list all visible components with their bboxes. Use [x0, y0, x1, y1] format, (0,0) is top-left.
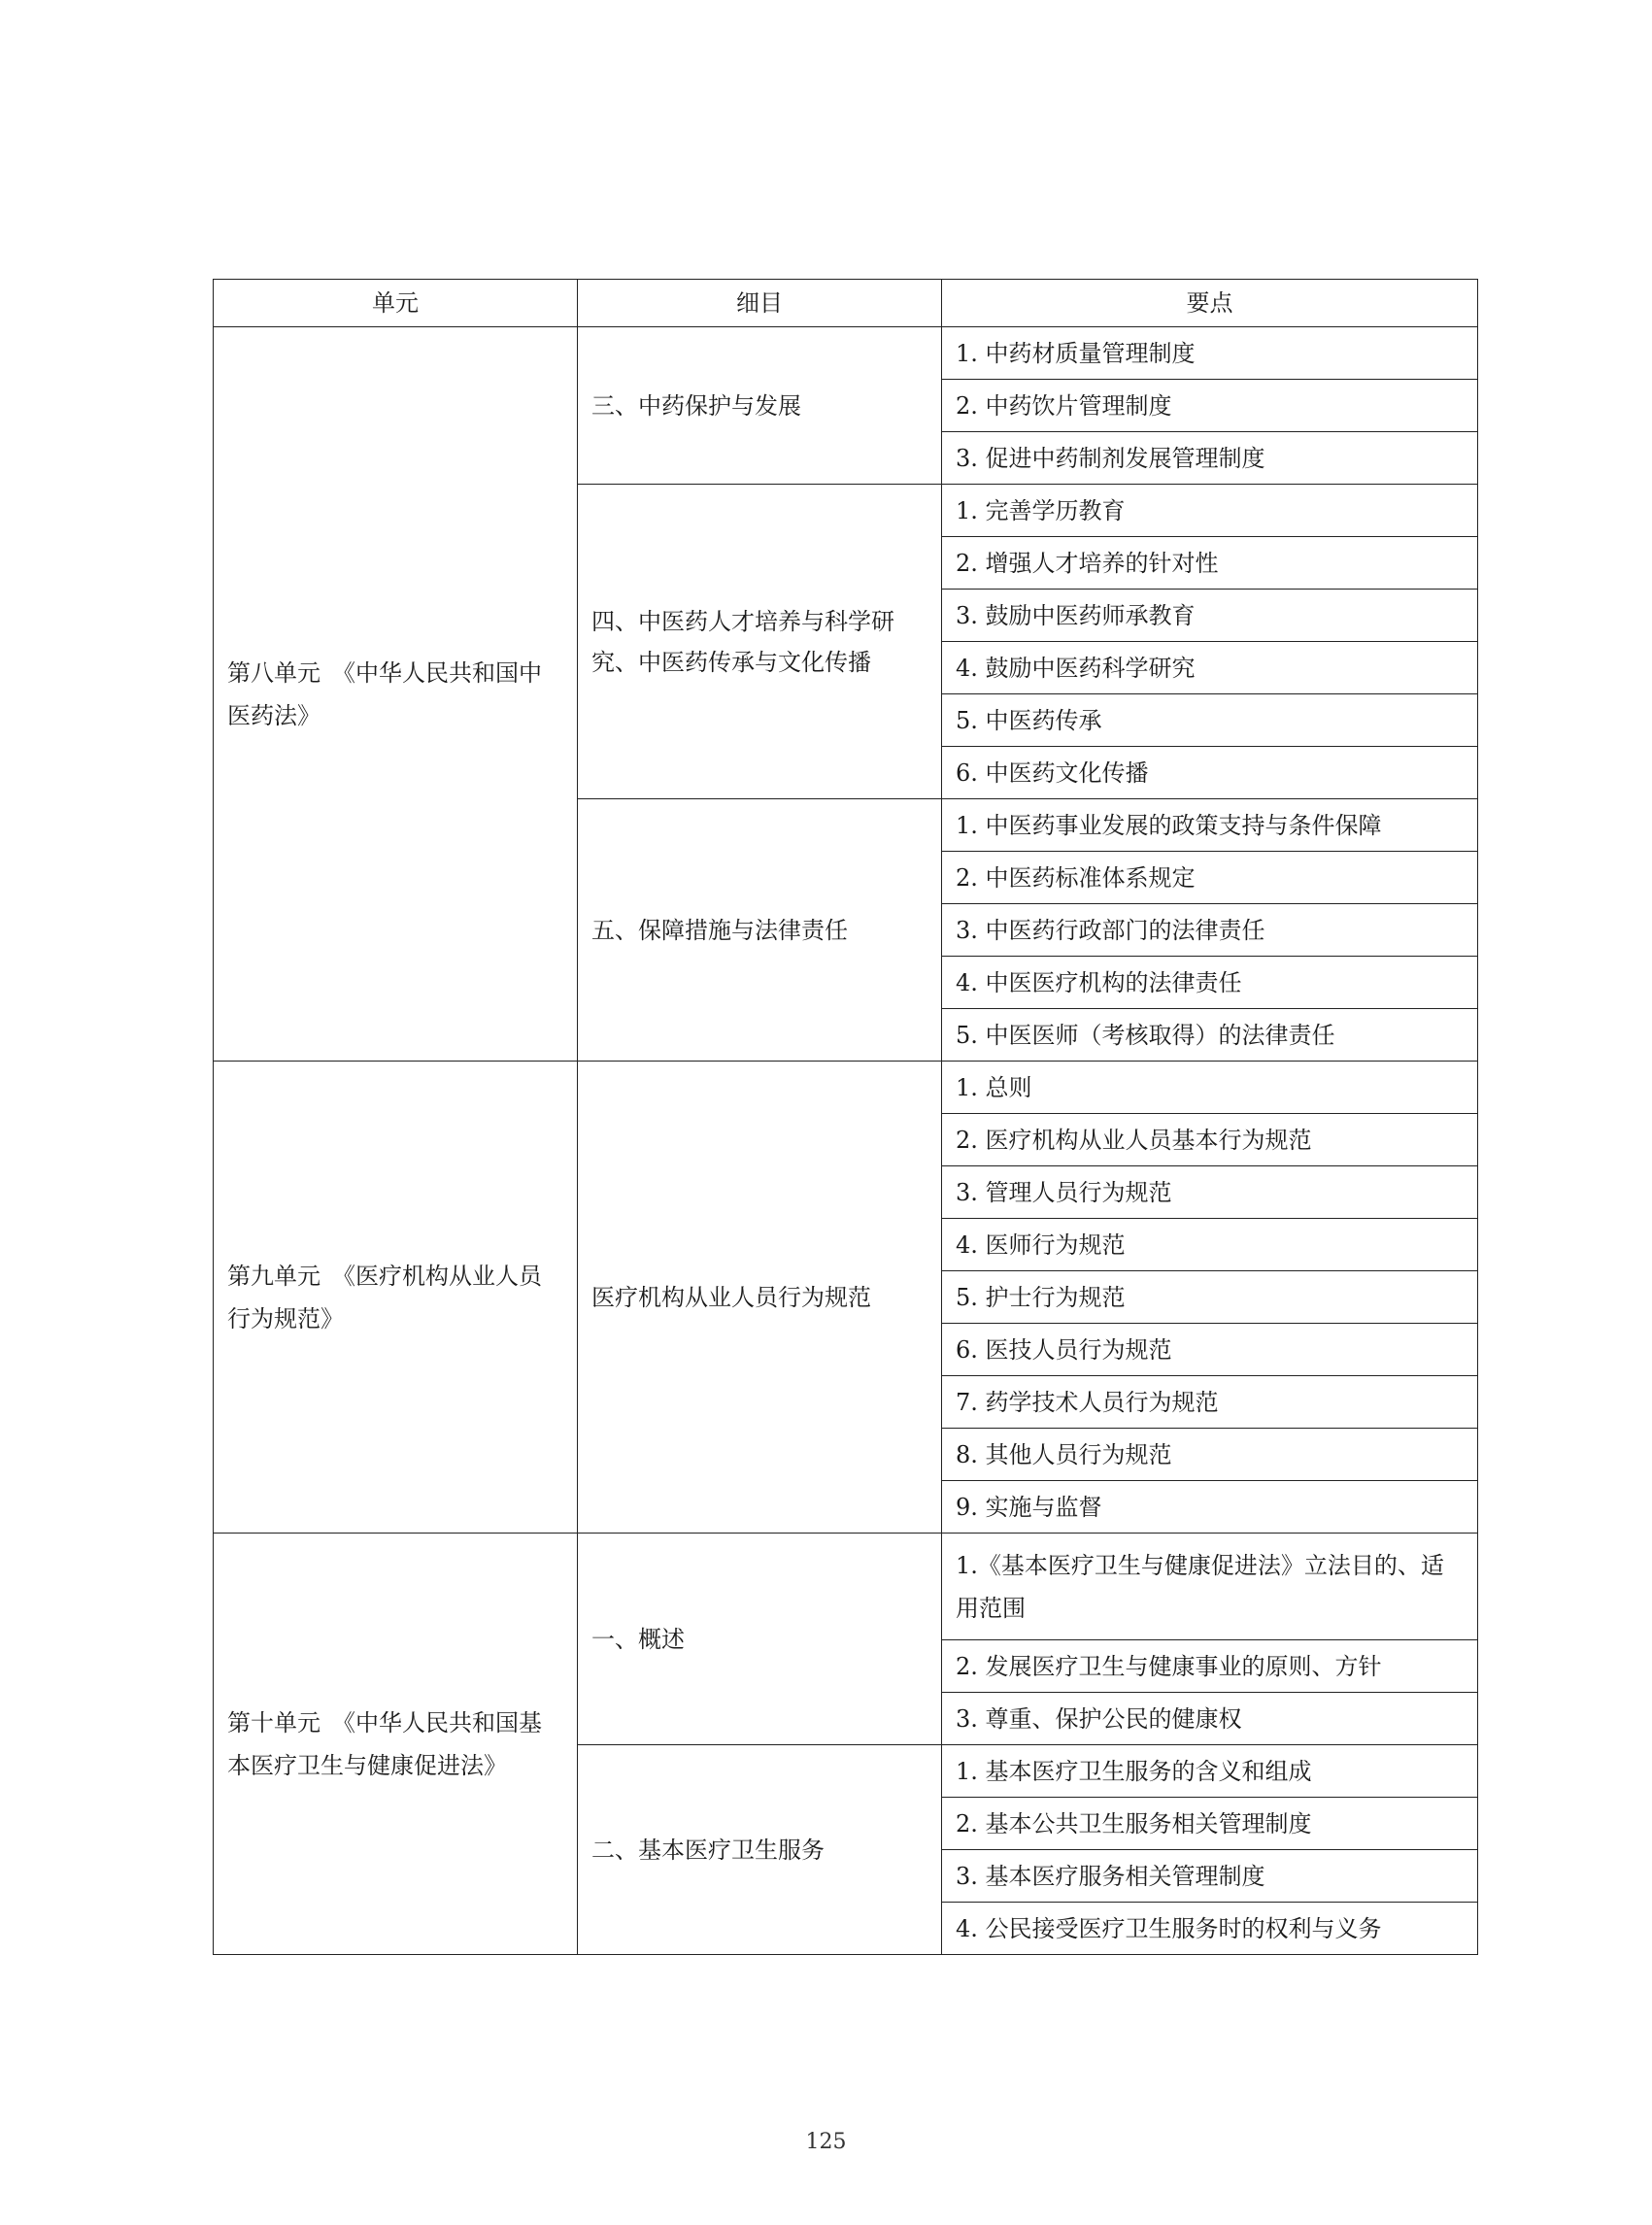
- point-cell: 1. 总则: [942, 1062, 1478, 1114]
- point-cell: 2. 基本公共卫生服务相关管理制度: [942, 1798, 1478, 1850]
- point-cell: 1. 基本医疗卫生服务的含义和组成: [942, 1745, 1478, 1798]
- point-cell: 4. 公民接受医疗卫生服务时的权利与义务: [942, 1903, 1478, 1955]
- point-cell: 1. 完善学历教育: [942, 485, 1478, 537]
- point-cell: 2. 发展医疗卫生与健康事业的原则、方针: [942, 1640, 1478, 1693]
- point-cell: 7. 药学技术人员行为规范: [942, 1376, 1478, 1429]
- header-topic: 细目: [578, 280, 942, 327]
- point-cell: 5. 中医医师（考核取得）的法律责任: [942, 1009, 1478, 1062]
- point-cell: 2. 中药饮片管理制度: [942, 380, 1478, 432]
- topic-cell: 四、中医药人才培养与科学研究、中医药传承与文化传播: [578, 485, 942, 799]
- point-cell: 3. 管理人员行为规范: [942, 1166, 1478, 1219]
- point-cell: 1. 中药材质量管理制度: [942, 327, 1478, 380]
- unit-cell: 第十单元 《中华人民共和国基本医疗卫生与健康促进法》: [214, 1534, 578, 1955]
- topic-cell: 三、中药保护与发展: [578, 327, 942, 485]
- unit-cell: 第八单元 《中华人民共和国中医药法》: [214, 327, 578, 1062]
- point-cell: 3. 中医药行政部门的法律责任: [942, 904, 1478, 957]
- point-cell: 3. 促进中药制剂发展管理制度: [942, 432, 1478, 485]
- point-cell: 6. 医技人员行为规范: [942, 1324, 1478, 1376]
- header-points: 要点: [942, 280, 1478, 327]
- point-cell: 5. 中医药传承: [942, 694, 1478, 747]
- point-cell: 2. 中医药标准体系规定: [942, 852, 1478, 904]
- topic-cell: 二、基本医疗卫生服务: [578, 1745, 942, 1955]
- topic-cell: 一、概述: [578, 1534, 942, 1745]
- point-cell: 1. 中医药事业发展的政策支持与条件保障: [942, 799, 1478, 852]
- header-unit: 单元: [214, 280, 578, 327]
- point-cell: 3. 鼓励中医药师承教育: [942, 590, 1478, 642]
- point-cell: 2. 医疗机构从业人员基本行为规范: [942, 1114, 1478, 1166]
- point-cell: 4. 鼓励中医药科学研究: [942, 642, 1478, 694]
- point-cell: 3. 基本医疗服务相关管理制度: [942, 1850, 1478, 1903]
- topic-cell: 五、保障措施与法律责任: [578, 799, 942, 1062]
- point-cell: 8. 其他人员行为规范: [942, 1429, 1478, 1481]
- point-cell: 4. 中医医疗机构的法律责任: [942, 957, 1478, 1009]
- point-cell: 2. 增强人才培养的针对性: [942, 537, 1478, 590]
- point-cell: 5. 护士行为规范: [942, 1271, 1478, 1324]
- syllabus-table: [213, 279, 1478, 1955]
- table-header-row: [214, 280, 1478, 327]
- unit-cell: 第九单元 《医疗机构从业人员行为规范》: [214, 1062, 578, 1534]
- table-row: [214, 327, 1478, 380]
- point-cell: 1.《基本医疗卫生与健康促进法》立法目的、适用范围: [942, 1534, 1478, 1640]
- point-cell: 6. 中医药文化传播: [942, 747, 1478, 799]
- point-cell: 9. 实施与监督: [942, 1481, 1478, 1534]
- point-cell: 3. 尊重、保护公民的健康权: [942, 1693, 1478, 1745]
- table-row: [214, 1062, 1478, 1114]
- point-cell: 4. 医师行为规范: [942, 1219, 1478, 1271]
- topic-cell: 医疗机构从业人员行为规范: [578, 1062, 942, 1534]
- table-row: [214, 1534, 1478, 1640]
- page-number: 125: [805, 2130, 847, 2154]
